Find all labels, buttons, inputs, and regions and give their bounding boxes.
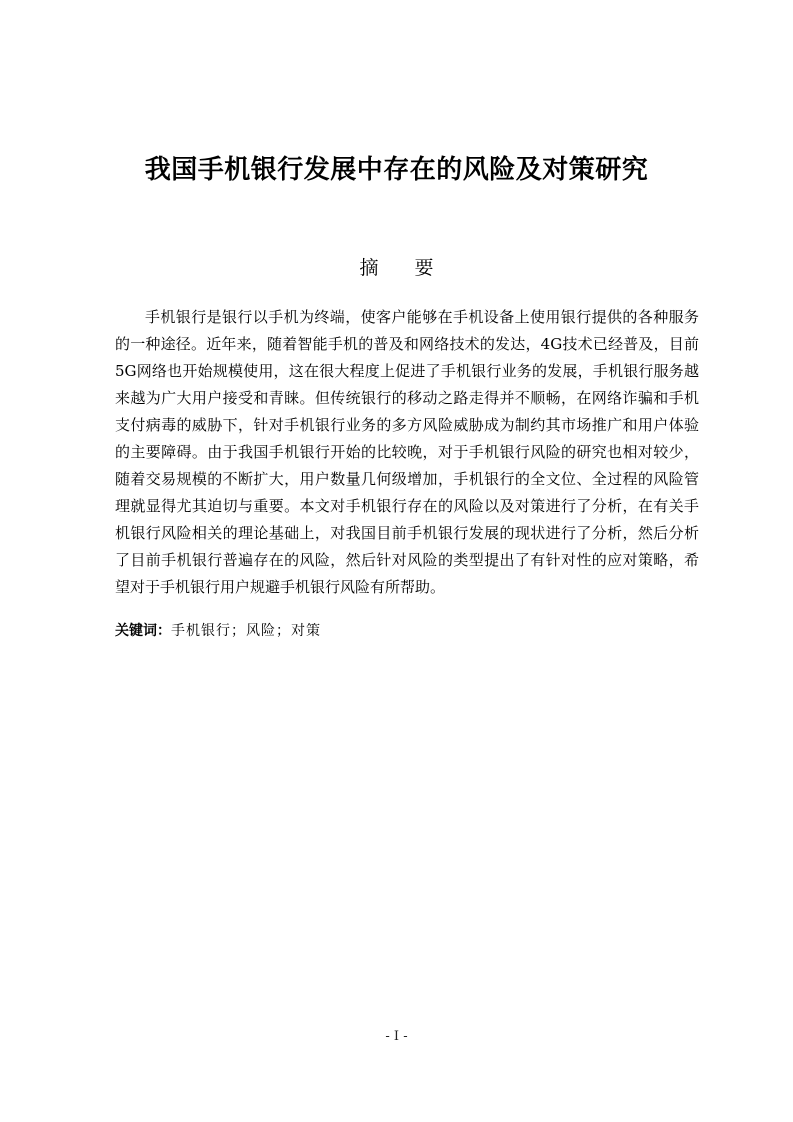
- abstract-heading: [0, 255, 793, 281]
- abstract-paragraph: 手机银行是银行以手机为终端，使客户能够在手机设备上使用银行提供的各种服务的一种途径。近年来，随着智能手机的普及和网络技术的发达，4G技术已经普及，目前5G网络也开始规模使用，这在很大程度上促进了手机银行业务的发展，手机银行服务越来越为广大用户接受和青睐。但传统银行的移动之路走得并不顺畅，在网络诈骗和手机支付病毒的威胁下，针对手机银行业务的多方风险威胁成为制约其市场推广和用户体验的主要障碍。由于我国手机银行开始的比较晚，对于手机银行风险的研究也相对较少，随着交易规模的不断扩大，用户数量几何级增加，手机银行的全文位、全过程的风险管理就显得尤其迫切与重要。本文对手机银行存在的风险以及对策进行了分析，在有关手机银行风险相关的理论基础上，对我国目前手机银行发展的现状进行了分析，然后分析了目前手机银行普遍存在的风险，然后针对风险的类型提出了有针对性的应对策略，希望对于手机银行用户规避手机银行风险有所帮助。: [115, 308, 699, 596]
- abstract-heading-right: 要: [414, 257, 434, 279]
- keywords-label: 关键词：: [115, 623, 171, 639]
- page-number: - I -: [385, 1029, 408, 1044]
- document-title: 我国手机银行发展中存在的风险及对策研究: [144, 155, 649, 185]
- abstract-heading-left: 摘: [359, 257, 379, 279]
- keywords-value: 手机银行；风险；对策: [171, 623, 321, 639]
- keywords-line: [115, 619, 321, 643]
